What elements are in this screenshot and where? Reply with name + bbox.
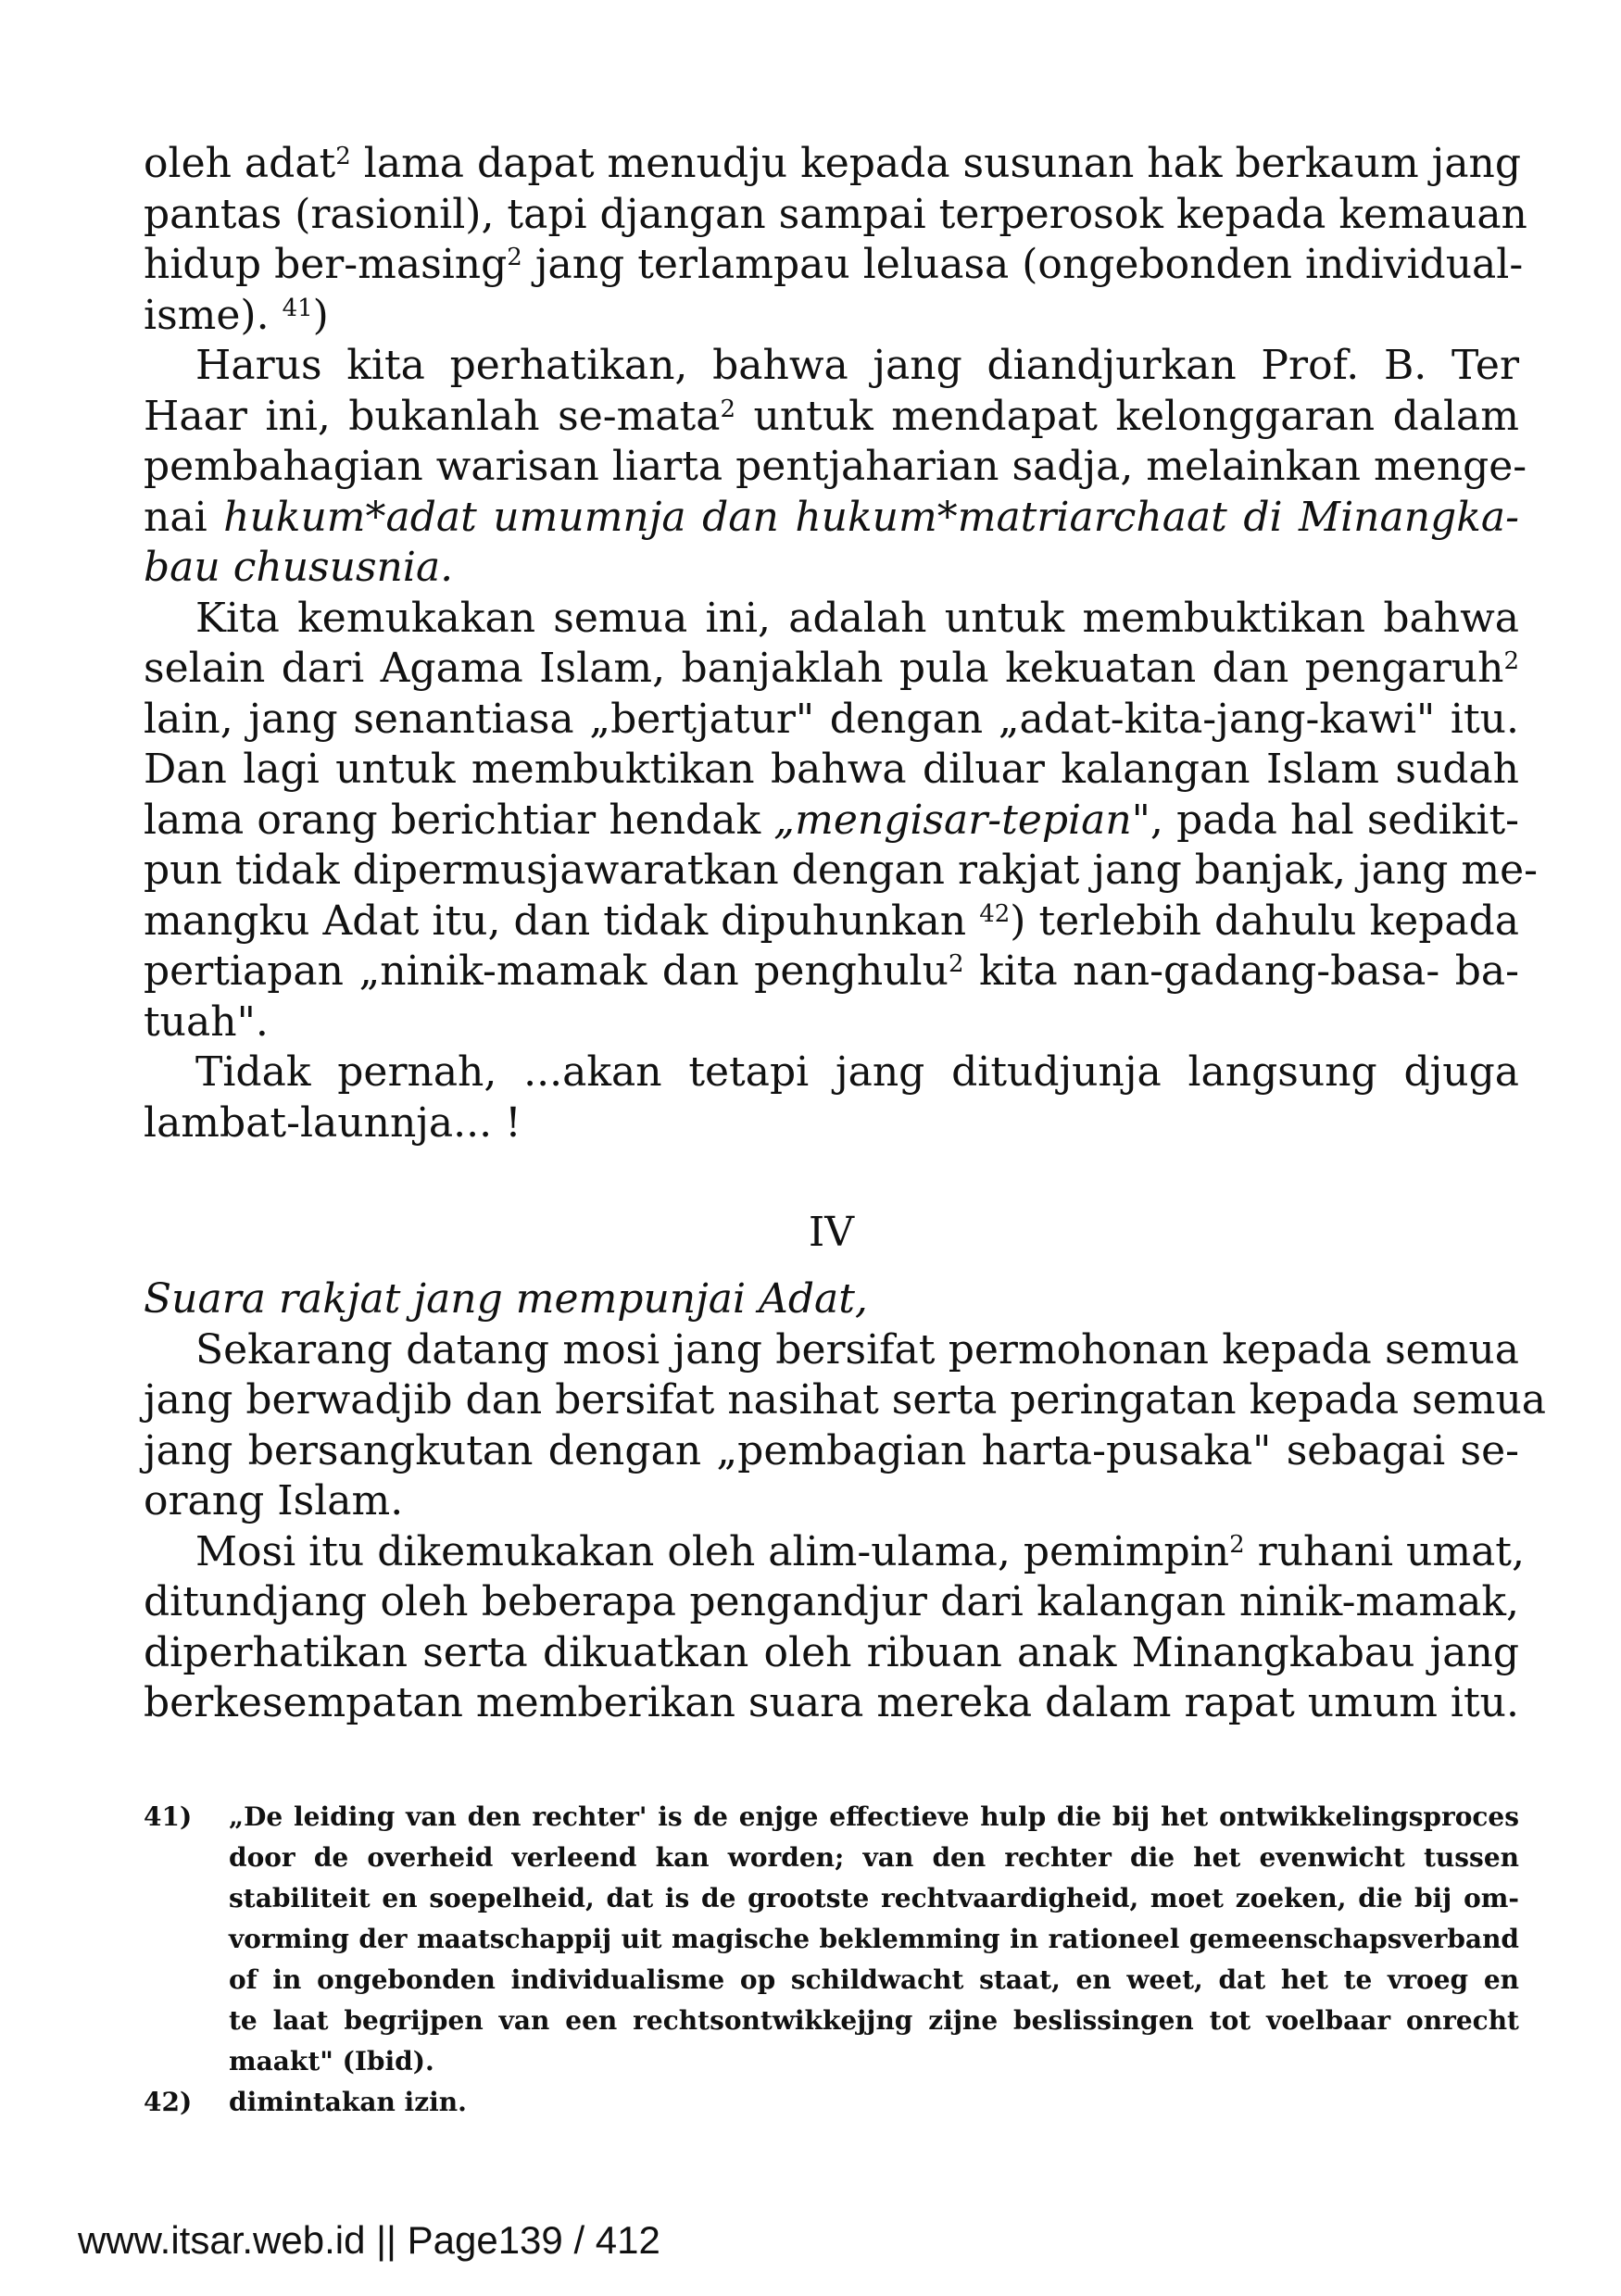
paragraph bbox=[144, 1048, 1519, 1148]
text-line: Tidak pernah, ...akan tetapi jang ditudjunja langsung djuga bbox=[195, 1048, 1519, 1096]
footnote-line: of in ongebonden individualisme op schildwacht staat, en weet, dat het te vroeg en bbox=[229, 1964, 1519, 1995]
footnotes bbox=[144, 1797, 1519, 2123]
page-footer: www.itsar.web.id || Page139 / 412 bbox=[78, 2218, 660, 2262]
footnote-line: vorming der maatschappij uit magische beklemming in rationeel gemeenschapsverband bbox=[229, 1924, 1519, 1954]
text-line: ditundjang oleh beberapa pengandjur dari kalangan ninik-mamak, bbox=[144, 1578, 1519, 1625]
text-line: pun tidak dipermusjawaratkan dengan rakjat jang banjak, jang me- bbox=[144, 847, 1539, 894]
footnote-superscript: 2 bbox=[1229, 1530, 1245, 1559]
text-line: Sekarang datang mosi jang bersifat permohonan kepada semua bbox=[195, 1325, 1519, 1374]
footnote-superscript: 2 bbox=[335, 143, 351, 170]
text-line: Harus kita perhatikan, bahwa jang diandjurkan Prof. B. Ter bbox=[195, 342, 1519, 389]
section-heading: IV bbox=[808, 1209, 855, 1256]
footnote-41 bbox=[144, 1797, 1519, 2082]
text-line: lain, jang senantiasa „bertjatur" dengan „adat-kita-jang-kawi" itu. bbox=[144, 695, 1519, 743]
footnote-superscript: 2 bbox=[1503, 647, 1519, 675]
footnote-line: stabiliteit en soepelheid, dat is de grootste rechtvaardigheid, moet zoeken, die bij om- bbox=[229, 1883, 1519, 1913]
footnote-line: maakt" (Ibid). bbox=[229, 2046, 434, 2076]
footnote-line: te laat begrijpen van een rechtsontwikkejjng zijne beslissingen tot voelbaar onrecht bbox=[229, 2005, 1519, 2036]
footnote-text bbox=[229, 1797, 1519, 2082]
text-line: Haar ini, bukanlah se-mata$^2$ untuk mendapat kelonggaran dalam bbox=[144, 392, 1520, 440]
text-line: pantas (rasionil), tapi djangan sampai terperosok kepada kemauan bbox=[144, 190, 1527, 238]
paragraph bbox=[144, 139, 1527, 341]
main-text bbox=[144, 139, 1547, 1729]
footnote-42 bbox=[144, 2082, 1519, 2123]
text-line: mangku Adat itu, dan tidak dipuhunkan $^{42}$) terlebih dahulu kepada bbox=[144, 897, 1519, 945]
footnote-number: 41) bbox=[144, 1801, 193, 1832]
footnote-superscript: 2 bbox=[948, 950, 964, 978]
text-line: Kita kemukakan semua ini, adalah untuk membuktikan bahwa bbox=[195, 594, 1519, 642]
text-line: jang berwadjib dan bersifat nasihat serta peringatan kepada semua bbox=[144, 1376, 1547, 1424]
paragraph bbox=[144, 341, 1527, 594]
paragraph bbox=[144, 594, 1539, 1048]
footnote-superscript: 2 bbox=[720, 395, 736, 423]
text-line: diperhatikan serta dikuatkan oleh ribuan anak Minangkabau jang bbox=[144, 1628, 1519, 1676]
text-line: selain dari Agama Islam, banjaklah pula kekuatan dan pengaruh$^2$ bbox=[144, 645, 1519, 692]
text-line: lama orang berichtiar hendak „mengisar-tepian", pada hal sedikit- bbox=[144, 796, 1519, 844]
text-line: jang bersangkutan dengan „pembagian harta-pusaka" sebagai se- bbox=[144, 1426, 1519, 1474]
text-line: nai hukum*adat umumnja dan hukum*matriarchaat di Minangka- bbox=[144, 493, 1519, 541]
text-line: orang Islam. bbox=[144, 1477, 404, 1524]
text-line: pembahagian warisan liarta pentjaharian sadja, melainkan menge- bbox=[144, 443, 1527, 490]
footnote-reference-42[interactable]: 42 bbox=[979, 899, 1011, 928]
text-line: tuah". bbox=[144, 997, 269, 1046]
footnote-text bbox=[229, 2082, 1519, 2123]
text-line: Dan lagi untuk membuktikan bahwa diluar kalangan Islam sudah bbox=[144, 746, 1519, 793]
text-line: berkesempatan memberikan suara mereka dalam rapat umum itu. bbox=[144, 1679, 1519, 1726]
paragraph bbox=[144, 1527, 1525, 1729]
text-line: oleh adat$^2$ lama dapat menudju kepada susunan hak berkaum jang bbox=[144, 140, 1522, 187]
footnote-number: 42) bbox=[144, 2087, 193, 2117]
footnote-line: „De leiding van den rechter' is de enjge effectieve hulp die bij het ontwikkelingsproces bbox=[229, 1801, 1519, 1832]
paragraph bbox=[144, 1325, 1547, 1527]
section-subtitle: Suara rakjat jang mempunjai Adat, bbox=[144, 1275, 868, 1323]
text-line: isme). $^{41}$) bbox=[144, 291, 329, 339]
text-line: lambat-launnja... ! bbox=[144, 1098, 521, 1147]
footnote-reference-41[interactable]: 41 bbox=[282, 294, 313, 322]
text-line: hidup ber-masing$^2$ jang terlampau leluasa (ongebonden individual- bbox=[144, 241, 1524, 288]
footnote-line: door de overheid verleend kan worden; van den rechter die het evenwicht tussen bbox=[229, 1842, 1519, 1873]
text-line: bau chususnia. bbox=[144, 544, 454, 591]
text-line: Mosi itu dikemukakan oleh alim-ulama, pemimpin$^2$ ruhani umat, bbox=[195, 1527, 1525, 1575]
text-line: pertiapan „ninik-mamak dan penghulu$^2$ kita nan-gadang-basa- ba- bbox=[144, 947, 1519, 995]
footnote-superscript: 2 bbox=[507, 244, 522, 271]
footnote-line: dimintakan izin. bbox=[229, 2087, 467, 2117]
